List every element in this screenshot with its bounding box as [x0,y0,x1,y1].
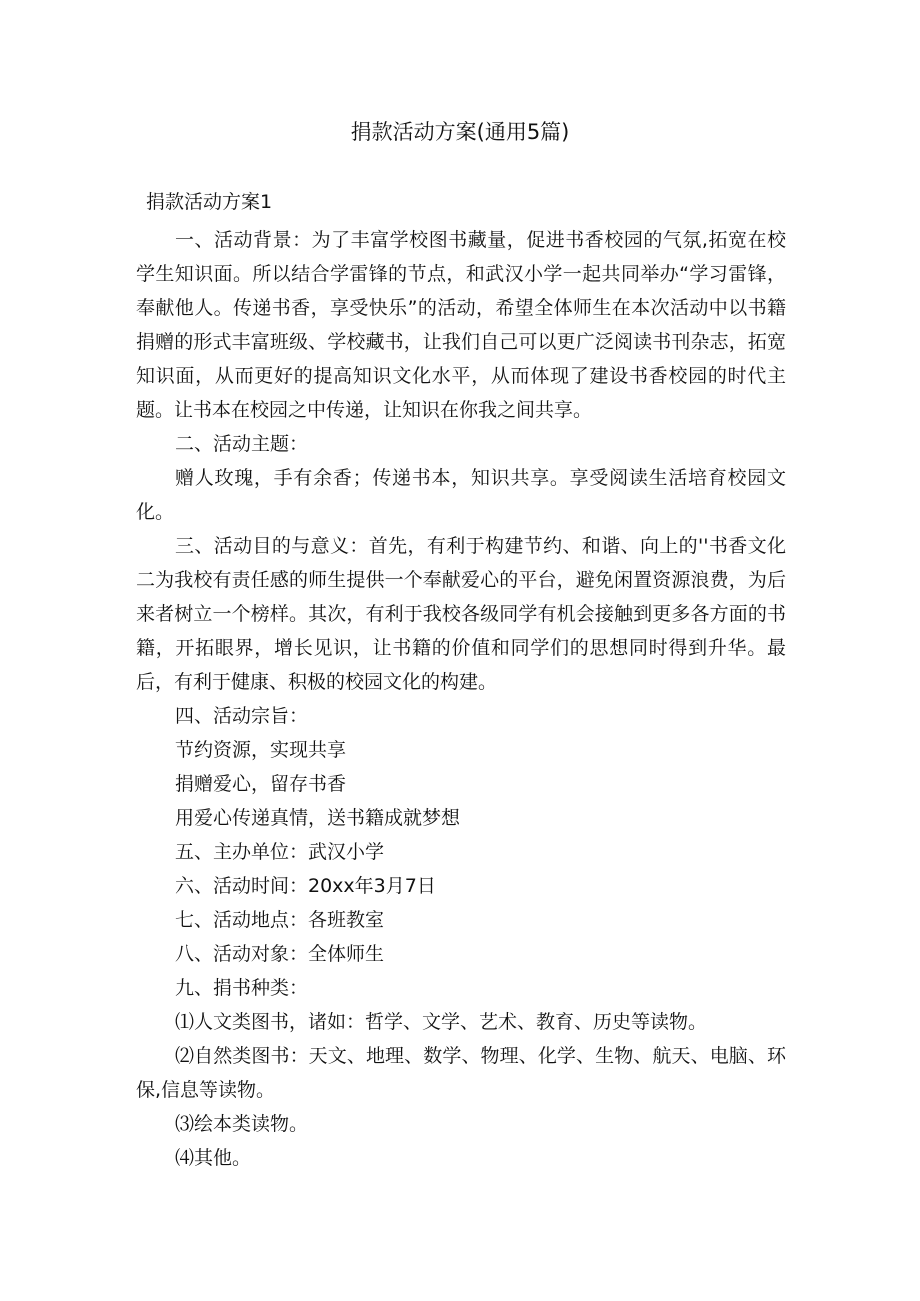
paragraph-audience: 八、活动对象：全体师生 [175,943,385,965]
paragraph-theme-heading: 二、活动主题： [175,433,309,455]
paragraph-book-types-heading: 九、捐书种类： [175,977,309,999]
paragraph-aim-item: 节约资源，实现共享 [175,739,347,761]
document-body [136,223,786,1175]
document-title: 捐款活动方案(通用5篇) [350,120,570,144]
paragraph-background: 一、活动背景：为了丰富学校图书藏量，促进书香校园的气氛,拓宽在校学生知识面。所以结合学雷锋的节点，和武汉小学一起共同举办“学习雷锋，奉献他人。传递书香，享受快乐”的活动，希望全体师生在本次活动中以书籍捐赠的形式丰富班级、学校藏书，让我们自己可以更广泛阅读书刊杂志，拓宽知识面，从而更好的提高知识文化水平，从而体现了建设书香校园的时代主题。让书本在校园之中传递，让知识在你我之间共享。 [136,229,786,421]
section-title: 捐款活动方案1 [146,191,273,213]
paragraph-aim-item: 用爱心传递真情，送书籍成就梦想 [175,807,461,829]
paragraph-theme: 赠人玫瑰，手有余香；传递书本，知识共享。享受阅读生活培育校园文化。 [136,467,786,523]
list-item: ⑷其他。 [175,1147,252,1169]
paragraph-organizer: 五、主办单位：武汉小学 [175,841,385,863]
paragraph-aim-heading: 四、活动宗旨： [175,705,309,727]
paragraph-time: 六、活动时间：20xx年3月7日 [175,875,436,897]
paragraph-location: 七、活动地点：各班教室 [175,909,385,931]
paragraph-purpose: 三、活动目的与意义：首先，有利于构建节约、和谐、向上的''书香文化二为我校有责任感的师生提供一个奉献爱心的平台，避免闲置资源浪费，为后来者树立一个榜样。其次，有利于我校各级同学有机会接触到更多各方面的书籍，开拓眼界，增长见识，让书籍的价值和同学们的思想同时得到升华。最后，有利于健康、积极的校园文化的构建。 [136,535,786,693]
list-item: ⑶绘本类读物。 [175,1113,309,1135]
paragraph-aim-item: 捐赠爱心，留存书香 [175,773,347,795]
list-item: ⑴人文类图书，诸如：哲学、文学、艺术、教育、历史等读物。 [175,1011,708,1033]
list-item: ⑵自然类图书：天文、地理、数学、物理、化学、生物、航天、电脑、环保,信息等读物。 [136,1045,786,1101]
